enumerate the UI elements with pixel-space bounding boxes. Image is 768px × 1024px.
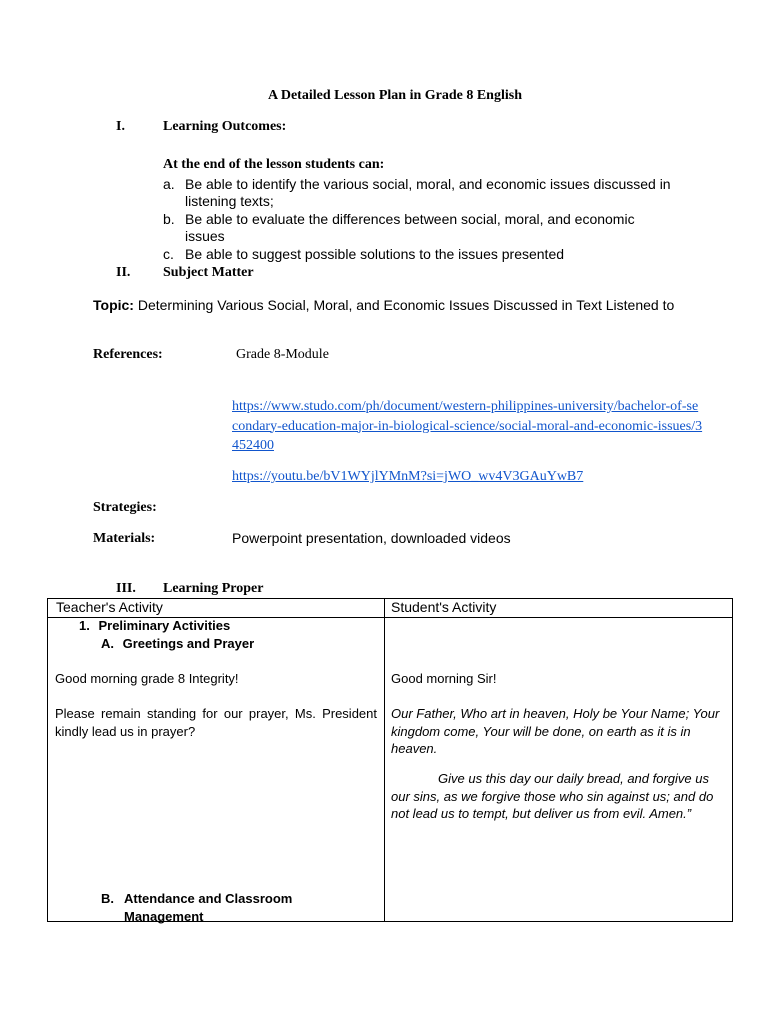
activity-table — [47, 598, 733, 922]
list-item-text: Be able to suggest possible solutions to the issues presented — [185, 246, 565, 262]
list-item-label: a. — [163, 176, 175, 192]
references-text: Grade 8-Module — [236, 347, 329, 362]
list-item — [163, 176, 673, 210]
greetings-label: Greetings and Prayer — [122, 636, 255, 651]
table-header-teacher: Teacher's Activity — [56, 599, 163, 615]
table-column-divider — [384, 599, 385, 921]
reference-link-studo[interactable]: https://www.studo.com/ph/document/western-philippines-university/bachelor-of-secondary-education-major-in-biological-science/social-moral-and-economic-issues/3452400 — [232, 399, 703, 453]
student-prayer-part-1: Our Father, Who art in heaven, Holy be Your Name; Your kingdom come, Your will be done, on earth as it is in heaven. — [391, 706, 720, 756]
list-item — [163, 211, 673, 245]
section-2-heading: Subject Matter — [163, 265, 254, 280]
page-title: A Detailed Lesson Plan in Grade 8 English — [268, 88, 522, 103]
section-3-numeral: III. — [116, 581, 136, 596]
outcomes-list — [163, 176, 673, 263]
topic-label: Topic: — [93, 297, 134, 313]
greetings-heading — [101, 635, 254, 653]
section-2-numeral: II. — [116, 265, 131, 280]
list-item — [163, 246, 673, 263]
references-label: References: — [93, 347, 163, 362]
outcomes-intro: At the end of the lesson students can: — [163, 157, 385, 172]
list-item-text: Be able to evaluate the differences between social, moral, and economic issues — [185, 211, 635, 244]
section-1-heading: Learning Outcomes: — [163, 119, 287, 134]
preliminary-number: 1. — [79, 618, 90, 633]
preliminary-activities-heading — [79, 617, 230, 635]
section-3-heading: Learning Proper — [163, 581, 264, 596]
preliminary-label: Preliminary Activities — [98, 618, 231, 633]
teacher-greeting: Good morning grade 8 Integrity! — [55, 671, 239, 686]
teacher-prayer-request: Please remain standing for our prayer, Ms. President kindly lead us in prayer? — [55, 706, 377, 739]
list-item-label: c. — [163, 246, 174, 262]
attendance-label: Attendance and Classroom Management — [124, 891, 293, 924]
list-item-label: b. — [163, 211, 175, 227]
table-header-student: Student's Activity — [391, 599, 497, 615]
materials-text: Powerpoint presentation, downloaded videos — [232, 530, 511, 546]
strategies-label: Strategies: — [93, 500, 157, 515]
materials-label: Materials: — [93, 531, 156, 546]
student-prayer-part-2: Give us this day our daily bread, and forgive us our sins, as we forgive those who sin against us; and do not lead us to tempt, but deliver us from evil. Amen.” — [391, 771, 714, 821]
topic-text: Determining Various Social, Moral, and Economic Issues Discussed in Text Listened to — [137, 297, 675, 313]
reference-link-youtube[interactable]: https://youtu.be/bV1WYjlYMnM?si=jWO_wv4V3GAuYwB7 — [232, 469, 584, 484]
attendance-letter: B. — [101, 891, 114, 906]
greetings-letter: A. — [101, 636, 114, 651]
student-greeting: Good morning Sir! — [391, 671, 497, 686]
topic-paragraph — [93, 296, 683, 315]
section-1-numeral: I. — [116, 119, 125, 134]
attendance-heading — [101, 890, 361, 925]
list-item-text: Be able to identify the various social, moral, and economic issues discussed in listening texts; — [185, 176, 671, 209]
